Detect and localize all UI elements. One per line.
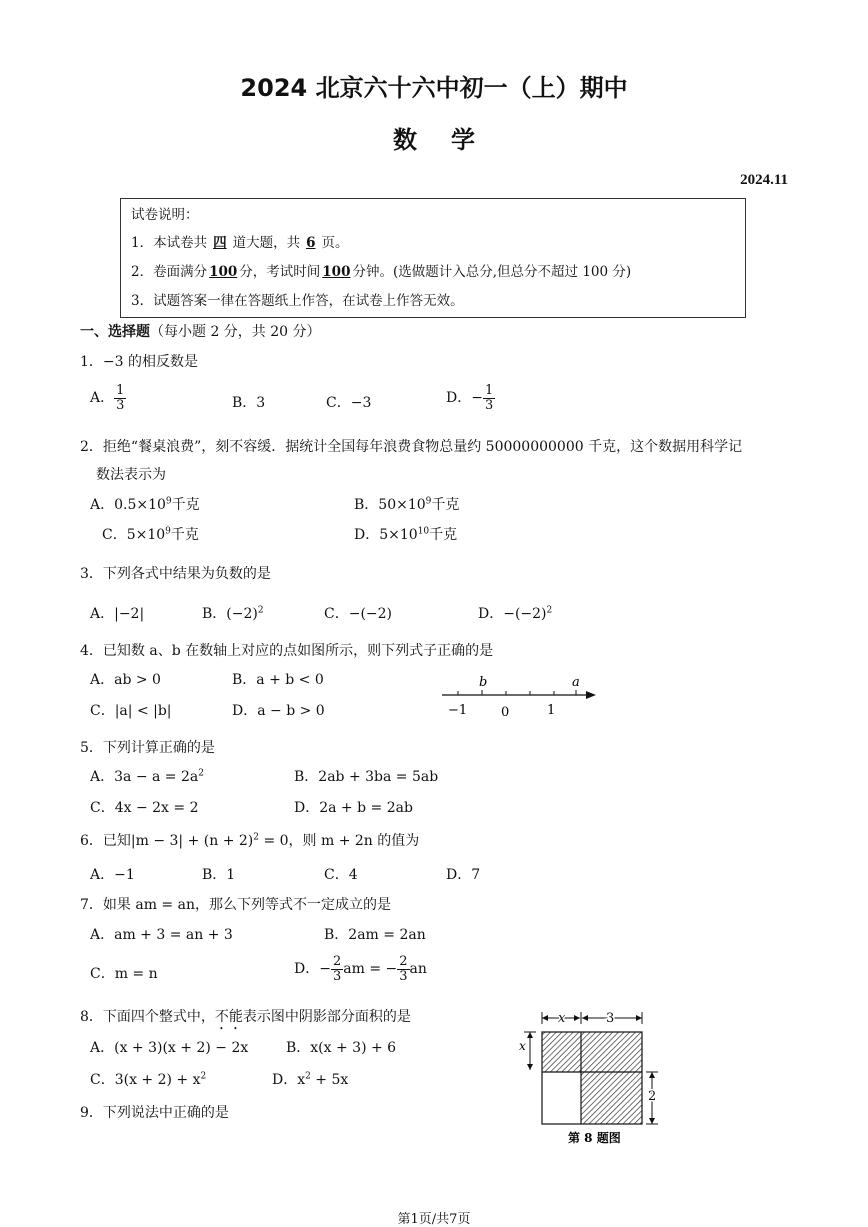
q6-option-c: C．4	[324, 867, 358, 883]
q3-stem: 3．下列各式中结果为负数的是	[80, 566, 271, 582]
q6-option-b: B．1	[202, 867, 236, 883]
q5-option-a: A．$3a - a = 2a^2$	[90, 768, 204, 785]
q5-option-d: D．2a + b = 2ab	[294, 800, 413, 816]
tick-label-minus1: −1	[448, 703, 468, 718]
page-footer: 第1页/共7页	[397, 1212, 471, 1227]
q7-option-a: A．am + 3 = an + 3	[90, 927, 233, 943]
q8-option-b: B．x(x + 3) + 6	[286, 1040, 397, 1056]
q7-option-b: B．2am = 2an	[324, 927, 426, 943]
q1-option-c: C．−3	[326, 395, 372, 411]
q2-stem-cont: 数法表示为	[96, 467, 166, 483]
number-line-figure	[436, 668, 602, 722]
q2-option-b: B．$50\times 10^9$千克	[354, 496, 460, 513]
q5-option-b: B．2ab + 3ba = 5ab	[294, 769, 439, 785]
label-3: 3	[606, 1011, 615, 1026]
q7-option-d: D．− $\frac{2}{3}$ am = − $\frac{2}{3}$ an	[294, 954, 427, 984]
tick-label-0: 0	[501, 705, 510, 720]
q5-option-c: C．4x − 2x = 2	[90, 800, 199, 816]
q3-option-a: A．|−2|	[90, 606, 145, 622]
q3-option-d: D．$-(-2)^2$	[478, 605, 553, 622]
q6-option-d: D．7	[446, 867, 481, 883]
q8-stem: 8．下面四个整式中，不能表示图中阴影部分面积的是	[80, 1009, 411, 1025]
q4-option-d: D．a − b > 0	[232, 703, 325, 719]
q8-area-figure	[516, 1004, 666, 1150]
subject-title: 数学	[393, 126, 509, 154]
q4-stem: 4．已知数 a、b 在数轴上对应的点如图所示，则下列式子正确的是	[80, 643, 494, 659]
q2-stem: 2．拒绝“餐桌浪费”，刻不容缓．据统计全国每年浪费食物总量约 50000000000 千克，这个数据用科学记	[80, 439, 743, 455]
axis-arrow	[586, 691, 596, 699]
q4-option-c: C．|a| < |b|	[90, 703, 172, 719]
q8-option-c: C．$3(x + 2) + x^2$	[90, 1071, 207, 1088]
q9-stem: 9．下列说法中正确的是	[80, 1105, 229, 1121]
label-a: a	[572, 675, 580, 690]
q6-option-a: A．−1	[90, 867, 135, 883]
page-title: 2024 北京六十六中初一（上）期中	[240, 74, 628, 102]
shaded-bottom-right-region	[581, 1072, 642, 1124]
q7-option-c: C．m = n	[90, 966, 158, 982]
exam-date: 2024.11	[740, 172, 788, 188]
tick-label-1: 1	[547, 703, 556, 718]
instructions-heading: 试卷说明：	[131, 207, 199, 223]
label-x-side: x	[519, 1039, 526, 1053]
q1-option-d: D．− $\frac{1}{3}$	[446, 383, 494, 413]
instructions-box	[120, 198, 746, 318]
q7-stem: 7．如果 am = an，那么下列等式不一定成立的是	[80, 897, 391, 913]
instruction-line-1: 1．本试卷共 四 道大题，共 6 页。	[131, 235, 349, 251]
q8-emphasis: 不能	[214, 1009, 243, 1025]
label-2: 2	[648, 1089, 657, 1104]
section-heading: 一、选择题（每小题 2 分，共 20 分）	[80, 324, 321, 340]
q3-option-c: C．−(−2)	[324, 606, 393, 622]
label-x-top: x	[558, 1011, 566, 1026]
q1-option-a: A． $\frac{1}{3}$	[90, 383, 125, 413]
shaded-top-region	[542, 1032, 642, 1072]
q1-option-b: B．3	[232, 395, 266, 411]
q6-stem: 6．已知$|m - 3| + (n + 2)^2 = 0$，则 m + 2n 的值为	[80, 832, 420, 849]
instruction-line-2: 2．卷面满分 100 分，考试时间 100 分钟。(选做题计入总分,但总分不超过 100 分)	[131, 264, 632, 280]
q2-option-d: D．$5\times 10^{10}$千克	[354, 526, 458, 543]
q5-stem: 5．下列计算正确的是	[80, 740, 215, 756]
q2-option-c: C．$5\times 10^9$千克	[102, 526, 199, 543]
q2-option-a: A．$0.5\times 10^9$千克	[90, 496, 200, 513]
q1-stem: 1．−3 的相反数是	[80, 354, 198, 370]
q8-option-a: A．(x + 3)(x + 2) − 2x	[90, 1040, 249, 1056]
q3-option-b: B．$(-2)^2$	[202, 605, 264, 622]
q4-option-b: B．a + b < 0	[232, 672, 324, 688]
figure-caption: 第 8 题图	[568, 1131, 621, 1145]
instruction-line-3: 3．试题答案一律在答题纸上作答，在试卷上作答无效。	[131, 293, 464, 309]
label-b: b	[479, 675, 488, 690]
q4-option-a: A．ab > 0	[90, 672, 161, 688]
q8-option-d: D．$x^2 + 5x$	[272, 1071, 349, 1088]
